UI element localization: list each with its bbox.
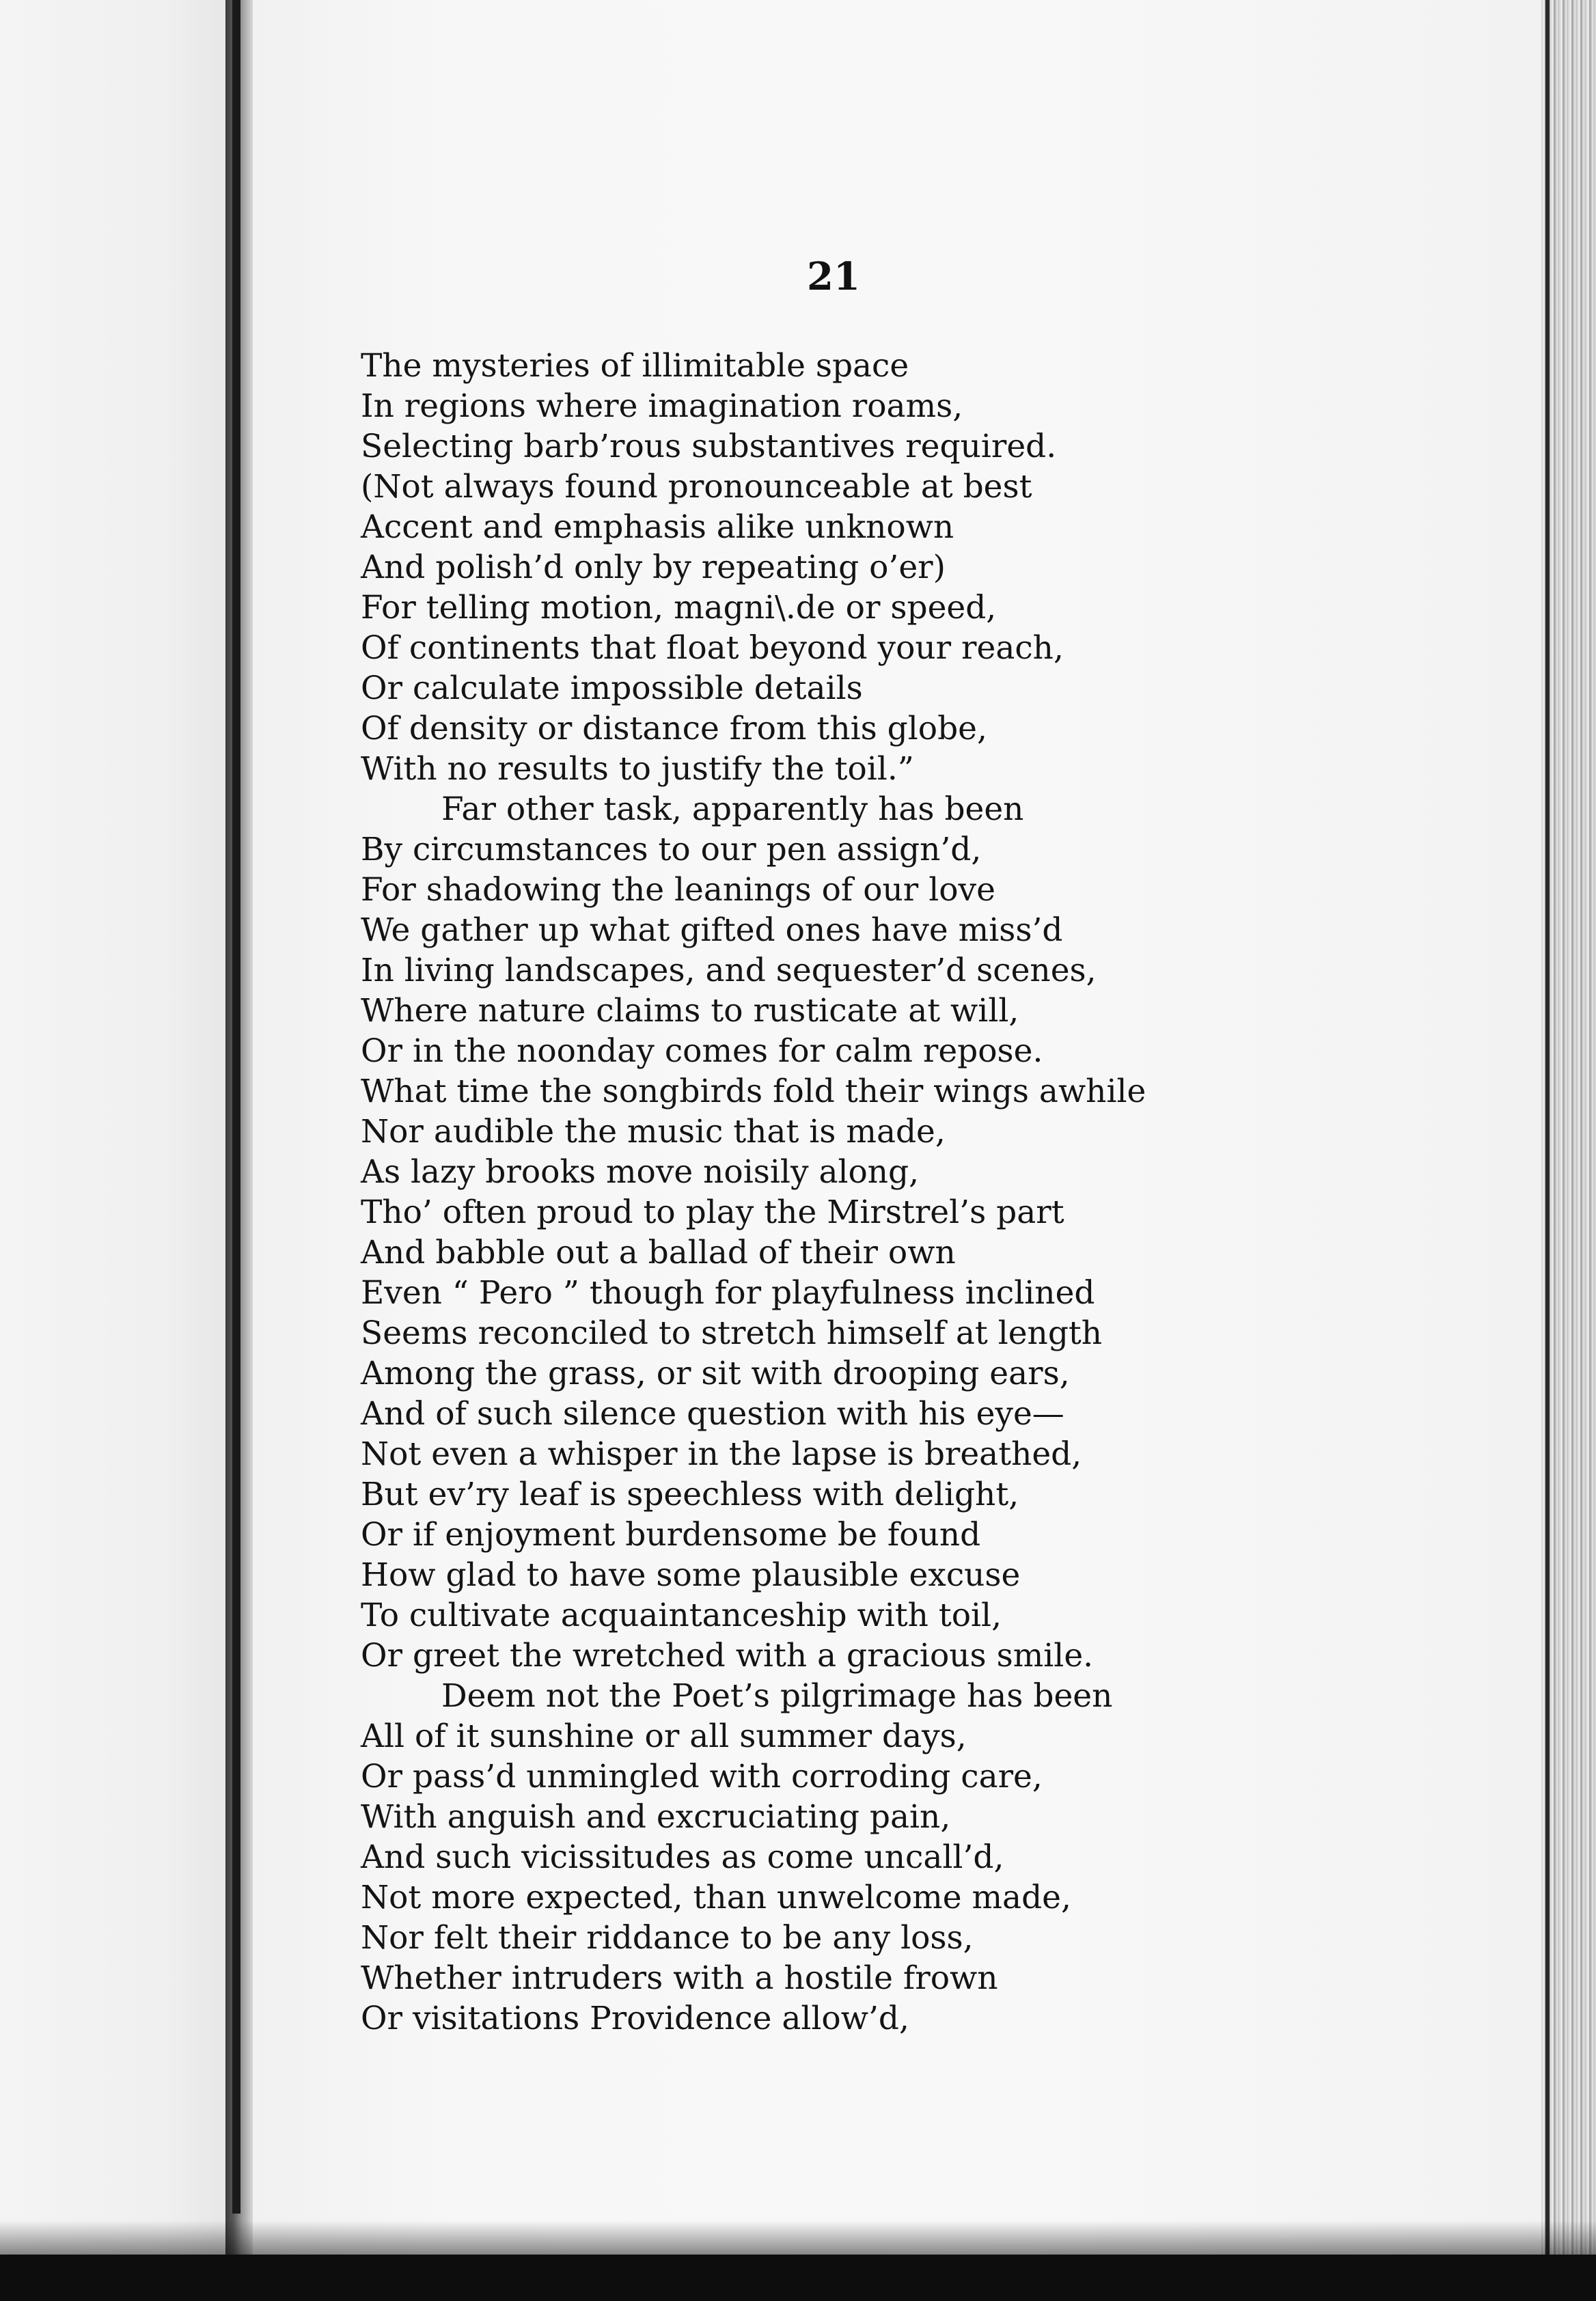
poem-line: To cultivate acquaintanceship with toil, <box>361 1597 1002 1634</box>
poem-line: What time the songbirds fold their wings awhile <box>361 1073 1146 1110</box>
poem-line: And polish’d only by repeating o’er) <box>361 549 946 586</box>
poem-line: For shadowing the leanings of our love <box>361 871 995 909</box>
poem-line: As lazy brooks move noisily along, <box>361 1153 920 1191</box>
poem-line: Nor audible the music that is made, <box>361 1113 946 1150</box>
poem-line: With anguish and excruciating pain, <box>361 1798 951 1836</box>
poem-line: Where nature claims to rusticate at will, <box>361 992 1019 1030</box>
poem-line: Or visitations Providence allow’d, <box>361 2000 909 2037</box>
poem-line: All of it sunshine or all summer days, <box>361 1718 967 1755</box>
poem-line: Not even a whisper in the lapse is breathed, <box>361 1435 1082 1473</box>
poem-line: Or if enjoyment burdensome be found <box>361 1516 981 1554</box>
page-edges <box>1541 0 1596 2301</box>
poem-line: Tho’ often proud to play the Mirstrel’s part <box>361 1194 1064 1231</box>
poem-line: Or in the noonday comes for calm repose. <box>361 1032 1043 1070</box>
poem-line: Or greet the wretched with a gracious smile. <box>361 1637 1094 1675</box>
poem-line: Of density or distance from this globe, <box>361 710 987 747</box>
poem-line: Of continents that float beyond your reach, <box>361 629 1064 667</box>
poem-line: By circumstances to our pen assign’d, <box>361 831 982 868</box>
poem-line: But ev’ry leaf is speechless with delight, <box>361 1476 1019 1513</box>
poem-line: In regions where imagination roams, <box>361 387 963 425</box>
poem-line: And babble out a ballad of their own <box>361 1234 956 1271</box>
poem-line: Or pass’d unmingled with corroding care, <box>361 1758 1043 1795</box>
poem-line: Or calculate impossible details <box>361 670 863 707</box>
poem-line: Among the grass, or sit with drooping ears, <box>361 1355 1070 1392</box>
poem-line: And of such silence question with his eye— <box>361 1395 1064 1433</box>
page-number: 21 <box>807 254 860 299</box>
poem-line: For telling motion, magni\.de or speed, <box>361 589 997 626</box>
poem-line: With no results to justify the toil.” <box>361 750 914 788</box>
poem-line: We gather up what gifted ones have miss’d <box>361 911 1063 949</box>
poem-line: Nor felt their riddance to be any loss, <box>361 1919 974 1957</box>
poem-line: (Not always found pronounceable at best <box>361 468 1032 506</box>
poem-line: Accent and emphasis alike unknown <box>361 508 954 546</box>
poem-line: The mysteries of illimitable space <box>361 347 909 385</box>
poem-text <box>361 346 1427 2039</box>
poem-line-indented: Far other task, apparently has been <box>441 790 1024 828</box>
poem-line: Not more expected, than unwelcome made, <box>361 1879 1071 1916</box>
bottom-band <box>0 2255 1596 2301</box>
left-page <box>0 0 232 2301</box>
poem-line: In living landscapes, and sequester’d scenes, <box>361 952 1097 989</box>
poem-line: Seems reconciled to stretch himself at length <box>361 1314 1103 1352</box>
poem-line: Even “ Pero ” though for playfulness inclined <box>361 1274 1095 1312</box>
poem-line: How glad to have some plausible excuse <box>361 1556 1021 1594</box>
page-edge-line <box>1545 0 1550 2301</box>
poem-line: Selecting barb’rous substantives required. <box>361 428 1057 465</box>
gutter-line <box>232 0 240 2214</box>
bottom-shadow <box>0 2220 1596 2255</box>
poem-line: Whether intruders with a hostile frown <box>361 1959 998 1997</box>
poem-line: And such vicissitudes as come uncall’d, <box>361 1838 1004 1876</box>
poem-line-indented: Deem not the Poet’s pilgrimage has been <box>441 1677 1113 1715</box>
